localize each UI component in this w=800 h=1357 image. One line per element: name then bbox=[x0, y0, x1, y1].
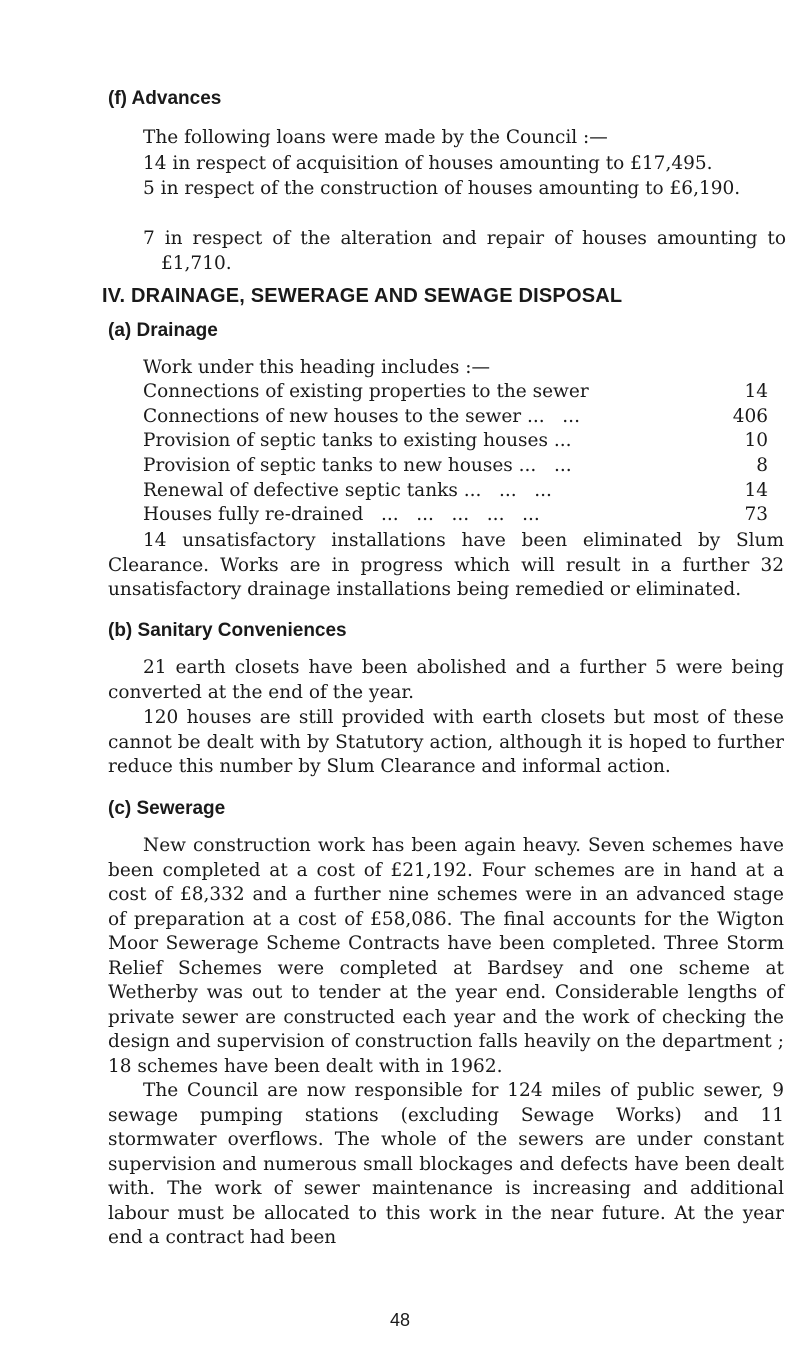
sewerage-heading: (c) Sewerage bbox=[108, 798, 226, 819]
drainage-row-label: Connections of new houses to the sewer ... ... bbox=[143, 406, 580, 427]
advances-item: 7 in respect of the alteration and repair of houses amounting to £1,710. bbox=[143, 228, 786, 274]
sanitary-paragraph: 120 houses are still provided with earth closets but most of these cannot be dealt with by Statutory action, although it is hoped to further reduce this number by Slum Clearance and informal action. bbox=[108, 707, 784, 777]
drainage-row-value: 14 bbox=[744, 381, 768, 402]
page-number: 48 bbox=[389, 1310, 411, 1330]
advances-item: 5 in respect of the construction of houses amounting to £6,190. bbox=[143, 178, 741, 199]
advances-heading: (f) Advances bbox=[108, 88, 222, 109]
drainage-heading: (a) Drainage bbox=[108, 320, 218, 341]
drainage-row bbox=[143, 430, 768, 454]
drainage-row bbox=[143, 381, 768, 405]
drainage-row bbox=[143, 455, 768, 479]
drainage-row-value: 14 bbox=[744, 480, 768, 501]
drainage-row bbox=[143, 480, 768, 504]
drainage-row-value: 8 bbox=[756, 455, 768, 476]
drainage-row-value: 406 bbox=[732, 406, 768, 427]
drainage-row-label: Houses fully re-drained ... ... ... ... ... bbox=[143, 504, 540, 525]
advances-intro: The following loans were made by the Council :— bbox=[143, 127, 608, 148]
sewerage-paragraph: The Council are now responsible for 124 miles of public sewer, 9 sewage pumping stations (excluding Sewage Works) and 11 stormwater overflows. The whole of the sewers are under constant supervision and numerous small blockages and defects have been dealt with. The work of sewer maintenance is increasing and additional labour must be allocated to this work in the near future. At the year end a contract had been bbox=[108, 1080, 784, 1248]
drainage-row bbox=[143, 504, 768, 528]
drainage-row-label: Provision of septic tanks to existing houses ... bbox=[143, 430, 572, 451]
drainage-row bbox=[143, 406, 768, 430]
advances-item: 14 in respect of acquisition of houses amounting to £17,495. bbox=[143, 153, 713, 174]
section-iv-heading: IV. DRAINAGE, SEWERAGE AND SEWAGE DISPOSAL bbox=[102, 285, 623, 307]
drainage-row-label: Provision of septic tanks to new houses ... ... bbox=[143, 455, 572, 476]
sanitary-paragraph: 21 earth closets have been abolished and a further 5 were being converted at the end of the year. bbox=[108, 657, 784, 703]
drainage-row-value: 73 bbox=[744, 504, 768, 525]
drainage-row-label: Connections of existing properties to the sewer bbox=[143, 381, 589, 402]
sewerage-paragraph: New construction work has been again heavy. Seven schemes have been completed at a cost of £21,192. Four schemes are in hand at a cost of £8,332 and a further nine schemes were in an advanced stage of preparation at a cost of £58,086. The final accounts for the Wigton Moor Sewerage Scheme Contracts have been completed. Three Storm Relief Schemes were completed at Bardsey and one scheme at Wetherby was out to tender at the year end. Considerable lengths of private sewer are constructed each year and the work of checking the design and supervision of construction falls heavily on the department ; 18 schemes have been dealt with in 1962. bbox=[108, 835, 784, 1077]
drainage-row-value: 10 bbox=[744, 430, 768, 451]
drainage-paragraph: 14 unsatisfactory installations have been eliminated by Slum Clearance. Works are in progress which will result in a further 32 unsatisfactory drainage installations being remedied or eliminated. bbox=[108, 530, 784, 600]
drainage-intro: Work under this heading includes :— bbox=[143, 357, 491, 378]
drainage-row-label: Renewal of defective septic tanks ... ... ... bbox=[143, 480, 552, 501]
sanitary-heading: (b) Sanitary Conveniences bbox=[108, 620, 347, 641]
